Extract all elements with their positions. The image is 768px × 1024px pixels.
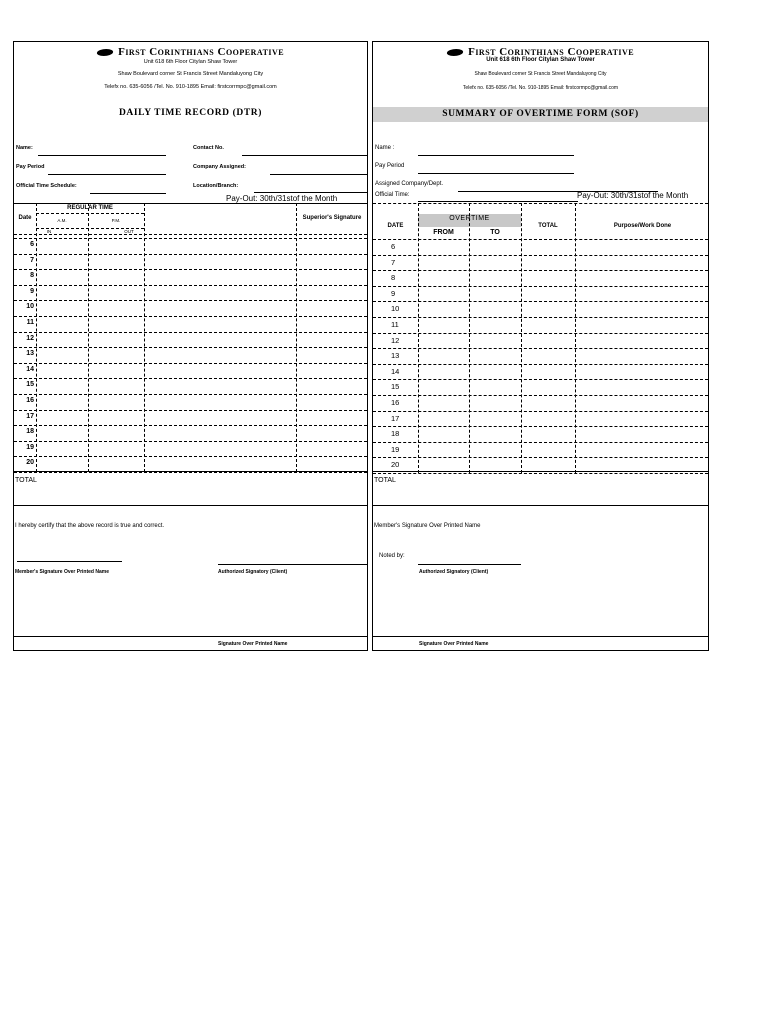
day-number: 17 <box>391 413 400 423</box>
logo-mark-icon <box>96 49 115 56</box>
table-row-line <box>14 363 367 364</box>
contact-label: Contact No. <box>193 145 224 151</box>
name-label: Name : <box>375 145 395 151</box>
table-row-line <box>373 364 708 365</box>
official-time-field[interactable] <box>418 201 578 202</box>
schedule-field[interactable] <box>90 193 166 194</box>
superior-signature-header: Superior's Signature <box>302 215 362 221</box>
table-row-line <box>373 333 708 334</box>
dtr-title: DAILY TIME RECORD (DTR) <box>118 108 263 118</box>
from-header: FROM <box>433 229 454 236</box>
column-divider <box>296 203 297 472</box>
location-label: Location/Branch: <box>193 183 239 189</box>
total-label: TOTAL <box>15 477 37 484</box>
date-header: DATE <box>387 223 404 229</box>
column-divider <box>575 203 576 473</box>
table-row-line <box>14 456 367 457</box>
day-number: 7 <box>391 257 396 267</box>
day-number: 14 <box>391 366 400 376</box>
authorized-signatory-label: Authorized Signatory (Client) <box>218 569 288 575</box>
day-number: 19 <box>26 443 34 451</box>
table-row-line <box>14 472 367 473</box>
day-number: 15 <box>26 381 34 389</box>
signature-printed-label: Signature Over Printed Name <box>218 641 288 647</box>
pay-period-field[interactable] <box>418 173 574 174</box>
day-number: 13 <box>391 351 400 361</box>
table-row-line <box>14 300 367 301</box>
column-divider <box>469 203 470 473</box>
pay-period-label: Pay Period <box>375 163 405 169</box>
table-row-line <box>373 301 708 302</box>
total-bottom-border <box>373 471 708 472</box>
sof-title: SUMMARY OF OVERTIME FORM (SOF) <box>373 107 708 122</box>
contact-line: Telefx no. 635-6056 /Tel. No. 910-1895 Email: firstcorrmpc@gmail.com <box>104 84 277 90</box>
table-row-line <box>373 411 708 412</box>
table-row-line <box>373 317 708 318</box>
member-signature-heading: Member's Signature Over Printed Name <box>374 523 481 529</box>
to-header: TO <box>490 229 500 236</box>
day-number: 9 <box>391 288 396 298</box>
column-divider <box>521 203 522 473</box>
overtime-header: OVERTIME <box>449 215 490 222</box>
address-line-2: Shaw Boulevard corner St Francis Street Mandaluyong City <box>117 71 264 77</box>
table-row-line <box>373 255 708 256</box>
table-row-line <box>14 441 367 442</box>
purpose-header: Purpose/Work Done <box>613 223 672 229</box>
regular-time-header: REGULAR TIME <box>67 205 113 211</box>
certification-text: I hereby certify that the above record is true and correct. <box>15 523 165 529</box>
day-number: 8 <box>391 273 396 283</box>
table-top-border <box>14 203 367 204</box>
column-divider <box>36 203 37 472</box>
total-header: TOTAL <box>538 223 558 229</box>
day-number: 8 <box>30 272 34 280</box>
day-number: 6 <box>391 242 396 251</box>
company-assigned-label: Company Assigned: <box>193 164 246 170</box>
name-field[interactable] <box>418 155 574 156</box>
company-assigned-field[interactable] <box>270 174 368 175</box>
table-row-line <box>373 270 708 271</box>
am-header: A.M. <box>57 218 67 223</box>
table-row-line <box>14 238 367 239</box>
table-row-line <box>373 348 708 349</box>
day-number: 11 <box>391 320 399 329</box>
official-time-label: Official Time: <box>375 192 410 198</box>
assigned-company-label: Assigned Company/Dept. <box>375 181 444 187</box>
table-row-line <box>14 394 367 395</box>
sof-form <box>372 41 709 651</box>
table-top-border <box>373 203 708 204</box>
member-signature-line[interactable] <box>17 561 122 562</box>
day-number: 19 <box>391 444 400 454</box>
date-header: Date <box>18 215 32 221</box>
table-row-line <box>373 457 708 458</box>
day-number: 18 <box>391 429 400 439</box>
table-row-line <box>373 286 708 287</box>
payout-note: Pay-Out: 30th/31stof the Month <box>577 191 689 200</box>
regular-time-divider <box>36 213 144 214</box>
column-divider <box>88 203 89 472</box>
day-number: 12 <box>26 334 34 342</box>
signature-divider <box>373 636 708 637</box>
contact-field[interactable] <box>242 155 368 156</box>
name-field[interactable] <box>38 155 166 156</box>
table-row-line <box>373 442 708 443</box>
total-section-border <box>373 505 708 506</box>
table-row-line <box>14 332 367 333</box>
pay-period-field[interactable] <box>48 174 166 175</box>
member-signature-label: Member's Signature Over Printed Name <box>15 569 109 575</box>
authorized-signatory-label: Authorized Signatory (Client) <box>419 569 489 575</box>
address-line-1: Unit 618 6th Floor Citylan Shaw Tower <box>486 57 595 63</box>
table-row-line <box>14 347 367 348</box>
table-row-line <box>373 426 708 427</box>
out-header: OUT <box>124 229 134 234</box>
table-row-line <box>14 378 367 379</box>
signature-printed-label: Signature Over Printed Name <box>419 641 489 647</box>
day-number: 12 <box>391 335 400 345</box>
dtr-form <box>13 41 368 651</box>
schedule-label: Official Time Schedule: <box>16 183 77 189</box>
day-number: 7 <box>30 256 34 264</box>
in-header: IN <box>46 229 52 234</box>
table-row-line <box>14 425 367 426</box>
day-number: 10 <box>26 303 34 311</box>
address-line-2: Shaw Boulevard corner St Francis Street Mandaluyong City <box>474 71 607 77</box>
column-divider <box>144 203 145 472</box>
day-number: 9 <box>30 287 34 295</box>
logo-mark-icon <box>446 49 465 56</box>
day-number: 20 <box>391 460 400 470</box>
company-logo <box>14 46 367 58</box>
company-name: First Corinthians Cooperative <box>118 46 285 58</box>
day-number: 13 <box>26 350 34 358</box>
table-row-line <box>373 395 708 396</box>
column-divider <box>418 203 419 473</box>
location-field[interactable] <box>254 192 368 193</box>
day-number: 6 <box>30 241 34 248</box>
payout-note: Pay-Out: 30th/31stof the Month <box>226 194 338 203</box>
table-row-line <box>14 316 367 317</box>
authorized-signature-line[interactable] <box>218 564 368 565</box>
day-number: 10 <box>391 304 400 314</box>
table-row-line <box>373 239 708 240</box>
total-section-border <box>14 505 367 506</box>
table-row-line <box>14 410 367 411</box>
pay-period-label: Pay Period <box>16 164 45 170</box>
noted-by-line[interactable] <box>418 564 521 565</box>
pm-header: P.M. <box>111 218 121 223</box>
day-number: 16 <box>26 397 34 404</box>
noted-by-label: Noted by: <box>379 553 405 559</box>
contact-line: Telefx no. 635-6056 /Tel. No. 910-1895 Email: firstcormpc@gmail.com <box>462 85 619 91</box>
total-label: TOTAL <box>374 477 396 484</box>
table-row-line <box>373 473 708 474</box>
name-label: Name: <box>16 145 33 151</box>
day-number: 14 <box>26 365 34 373</box>
header-bottom-line <box>14 234 367 235</box>
table-row-line <box>373 379 708 380</box>
table-row-line <box>14 254 367 255</box>
day-number: 16 <box>391 398 400 407</box>
table-row-line <box>14 285 367 286</box>
day-number: 17 <box>26 412 34 420</box>
day-number: 18 <box>26 428 34 436</box>
company-name: First Corinthians Cooperative <box>468 46 635 58</box>
day-number: 20 <box>26 459 34 467</box>
address-line-1: Unit 618 6th Floor Citylan Shaw Tower <box>143 59 238 65</box>
signature-divider <box>14 636 367 637</box>
table-row-line <box>14 269 367 270</box>
day-number: 11 <box>26 319 34 326</box>
day-number: 15 <box>391 382 400 392</box>
